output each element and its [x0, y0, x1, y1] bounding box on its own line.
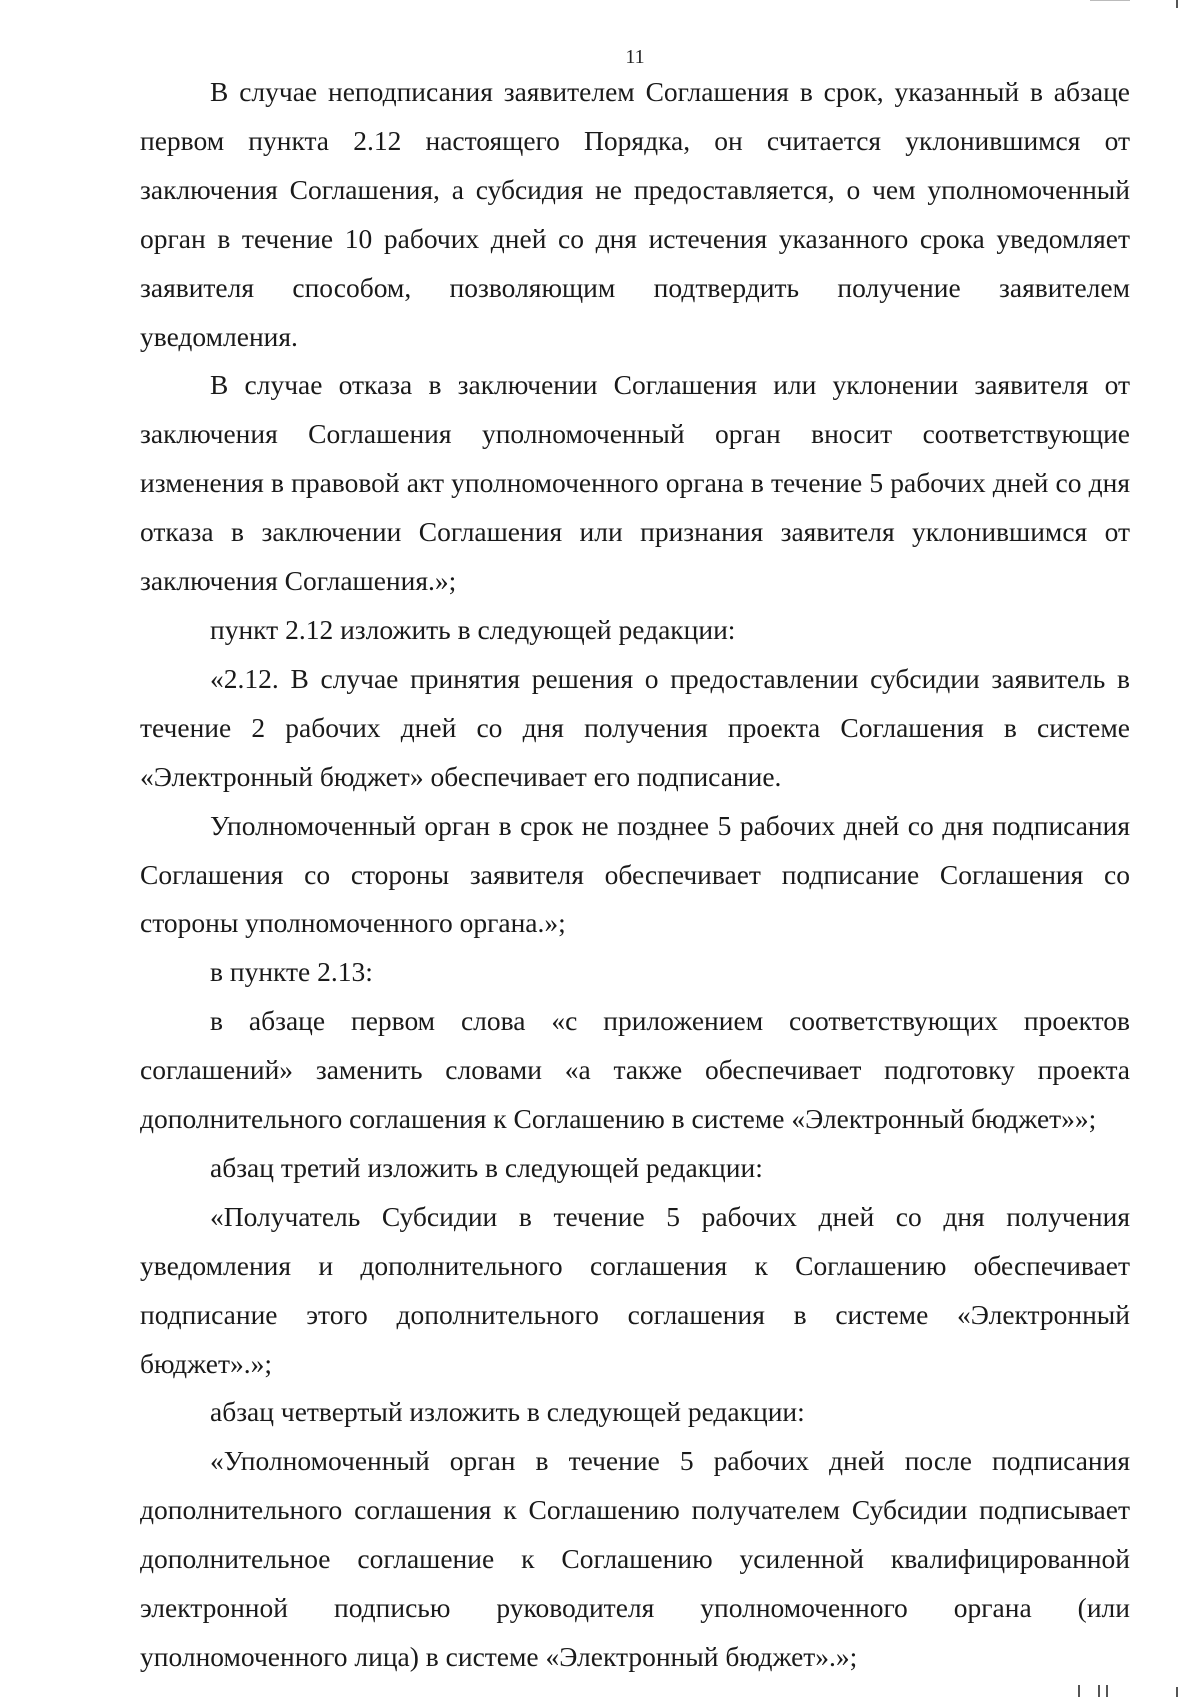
- paragraph-10: абзац четвертый изложить в следующей редакции:: [210, 1396, 805, 1428]
- scan-mark-top-right-dash: [1090, 0, 1130, 1]
- paragraph-5: Уполномоченный орган в срок не позднее 5 рабочих дней со дня подписания Соглашения со стороны заявителя обеспечивает подписание Соглашения со стороны уполномоченного органа.»;: [140, 809, 1130, 939]
- scan-mark-bottom-right-3: [1106, 1685, 1108, 1697]
- paragraph-2: В случае отказа в заключении Соглашения или уклонении заявителя от заключения Соглашения уполномоченный орган вносит соответствующие изменения в правовой акт уполномоченного органа в течение 5 рабочих дней со дня отказа в заключении Соглашения или признания заявителя уклонившимся от заключения Соглашения.»;: [140, 369, 1130, 597]
- scan-mark-bottom-right-1: [1078, 1685, 1080, 1697]
- paragraph-7: в абзаце первом слова «с приложением соответствующих проектов соглашений» заменить словами «а также обеспечивает подготовку проекта дополнительного соглашения к Соглашению в системе «Электронный бюджет»»;: [140, 1005, 1130, 1135]
- paragraph-9: «Получатель Субсидии в течение 5 рабочих дней со дня получения уведомления и дополнительного соглашения к Соглашению обеспечивает подписание этого дополнительного соглашения в системе «Электронный бюджет».»;: [140, 1200, 1130, 1379]
- document-body: [140, 68, 1130, 1682]
- paragraph-1: В случае неподписания заявителем Соглашения в срок, указанный в абзаце первом пункта 2.12 настоящего Порядка, он считается уклонившимся от заключения Соглашения, а субсидия не предоставляется, о чем уполномоченный орган в течение 10 рабочих дней со дня истечения указанного срока уведомляет заявителя способом, позволяющим подтвердить получение заявителем уведомления.: [140, 76, 1130, 352]
- scan-mark-bottom-right-4: [1176, 1687, 1178, 1697]
- paragraph-8: абзац третий изложить в следующей редакции:: [210, 1151, 763, 1183]
- paragraph-3: пункт 2.12 изложить в следующей редакции:: [210, 613, 736, 645]
- paragraph-11: «Уполномоченный орган в течение 5 рабочих дней после подписания дополнительного соглашения к Соглашению получателем Субсидии подписывает дополнительное соглашение к Соглашению усиленной квалифицированной электронной подписью руководителя уполномоченного органа (или уполномоченного лица) в системе «Электронный бюджет».»;: [140, 1445, 1130, 1672]
- page-number: 11: [625, 46, 645, 68]
- paragraph-6: в пункте 2.13:: [210, 956, 373, 988]
- scan-mark-top-right: [1176, 0, 1178, 8]
- scan-mark-bottom-right-2: [1098, 1685, 1100, 1697]
- paragraph-4: «2.12. В случае принятия решения о предоставлении субсидии заявитель в течение 2 рабочих дней со дня получения проекта Соглашения в системе «Электронный бюджет» обеспечивает его подписание.: [140, 662, 1130, 792]
